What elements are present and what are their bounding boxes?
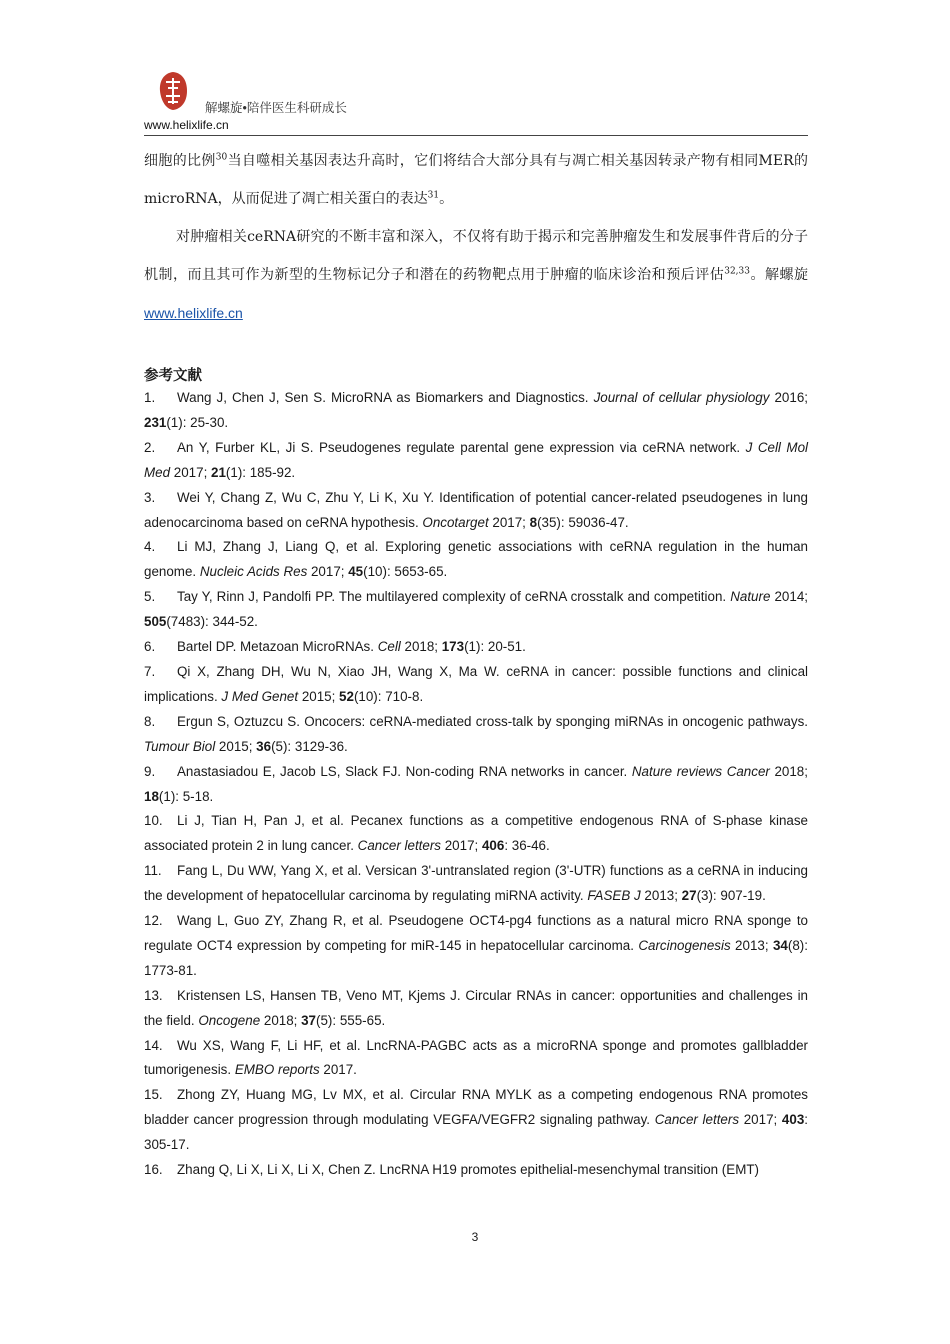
reference-item: 10. Li J, Tian H, Pan J, et al. Pecanex functions as a competitive endogenous RNA of S-phase kinase associated protein 2 in lung cancer. Cancer letters 2017; 406: 36-46. xyxy=(144,813,808,854)
helixlife-logo xyxy=(156,70,190,112)
reference-list xyxy=(144,386,808,1183)
reference-item: 3. Wei Y, Chang Z, Wu C, Zhu Y, Li K, Xu Y. Identification of potential cancer-related pseudogenes in lung adenocarcinoma based on ceRNA hypothesis. Oncotarget 2017; 8(35): 59036-47. xyxy=(144,489,808,530)
paragraph: 细胞的比例$^{30}$当自噬相关基因表达升高时，它们将结合大部分具有与凋亡相关基因转录产物有相同MER的microRNA，从而促进了凋亡相关蛋白的表达$^{31}$。 xyxy=(144,152,809,207)
reference-item: 13. Kristensen LS, Hansen TB, Veno MT, Kjems J. Circular RNAs in cancer: opportunities and challenges in the field. Oncogene 2018; 37(5): 555-65. xyxy=(144,987,808,1028)
paragraph: 对肿瘤相关ceRNA研究的不断丰富和深入，不仅将有助于揭示和完善肿瘤发生和发展事件背后的分子机制，而且其可作为新型的生物标记分子和潜在的药物靶点用于肿瘤的临床诊治和预后评估$^{32,33}$。解螺旋 www.helixlife.cn xyxy=(144,229,809,321)
reference-item: 11. Fang L, Du WW, Yang X, et al. Versican 3'-untranslated region (3'-UTR) functions as a ceRNA in inducing the development of hepatocellular carcinoma by regulating miRNA activity. FASEB J 2013; 27(3): 907-19. xyxy=(144,863,808,904)
reference-item: 5. Tay Y, Rinn J, Pandolfi PP. The multilayered complexity of ceRNA crosstalk and competition. Nature 2014; 505(7483): 344-52. xyxy=(144,589,808,630)
reference-item: 9. Anastasiadou E, Jacob LS, Slack FJ. Non-coding RNA networks in cancer. Nature reviews Cancer 2018; 18(1): 5-18. xyxy=(144,763,808,804)
reference-item: 14. Wu XS, Wang F, Li HF, et al. LncRNA-PAGBC acts as a microRNA sponge and promotes gallbladder tumorigenesis. EMBO reports 2017. xyxy=(144,1037,808,1078)
reference-item: 7. Qi X, Zhang DH, Wu N, Xiao JH, Wang X, Ma W. ceRNA in cancer: possible functions and clinical implications. J Med Genet 2015; 52(10): 710-8. xyxy=(144,663,808,704)
reference-item: 15. Zhong ZY, Huang MG, Lv MX, et al. Circular RNA MYLK as a competing endogenous RNA promotes bladder cancer progression through modulating VEGFA/VEGFR2 signaling pathway. Cancer letters 2017; 403: 305-17. xyxy=(144,1087,808,1153)
reference-item: 2. An Y, Furber KL, Ji S. Pseudogenes regulate parental gene expression via ceRNA network. J Cell Mol Med 2017; 21(1): 185-92. xyxy=(144,439,808,480)
body-text xyxy=(144,142,808,333)
brand-slogan: 解螺旋•陪伴医生科研成长 xyxy=(205,101,347,115)
reference-item: 6. Bartel DP. Metazoan MicroRNAs. Cell 2018; 173(1): 20-51. xyxy=(144,639,526,655)
reference-item: 16. Zhang Q, Li X, Li X, Li X, Chen Z. LncRNA H19 promotes epithelial-mesenchymal transition (EMT) xyxy=(144,1162,759,1178)
references-heading: 参考文献 xyxy=(144,368,202,384)
helixlife-link[interactable]: www.helixlife.cn xyxy=(144,305,243,321)
header-divider xyxy=(144,135,808,136)
reference-item: 12. Wang L, Guo ZY, Zhang R, et al. Pseudogene OCT4-pg4 functions as a natural micro RNA sponge to regulate OCT4 expression by competing for miR-145 in hepatocellular carcinoma. Carcinogenesis 2013; 34(8): 1773-81. xyxy=(144,913,808,978)
page-number: 3 xyxy=(471,1230,479,1244)
site-url: www.helixlife.cn xyxy=(144,118,229,132)
reference-item: 1. Wang J, Chen J, Sen S. MicroRNA as Biomarkers and Diagnostics. Journal of cellular physiology 2016; 231(1): 25-30. xyxy=(144,390,808,430)
reference-item: 8. Ergun S, Oztuzcu S. Oncocers: ceRNA-mediated cross-talk by sponging miRNAs in oncogenic pathways. Tumour Biol 2015; 36(5): 3129-36. xyxy=(144,713,808,754)
reference-item: 4. Li MJ, Zhang J, Liang Q, et al. Exploring genetic associations with ceRNA regulation in the human genome. Nucleic Acids Res 2017; 45(10): 5653-65. xyxy=(144,539,808,580)
